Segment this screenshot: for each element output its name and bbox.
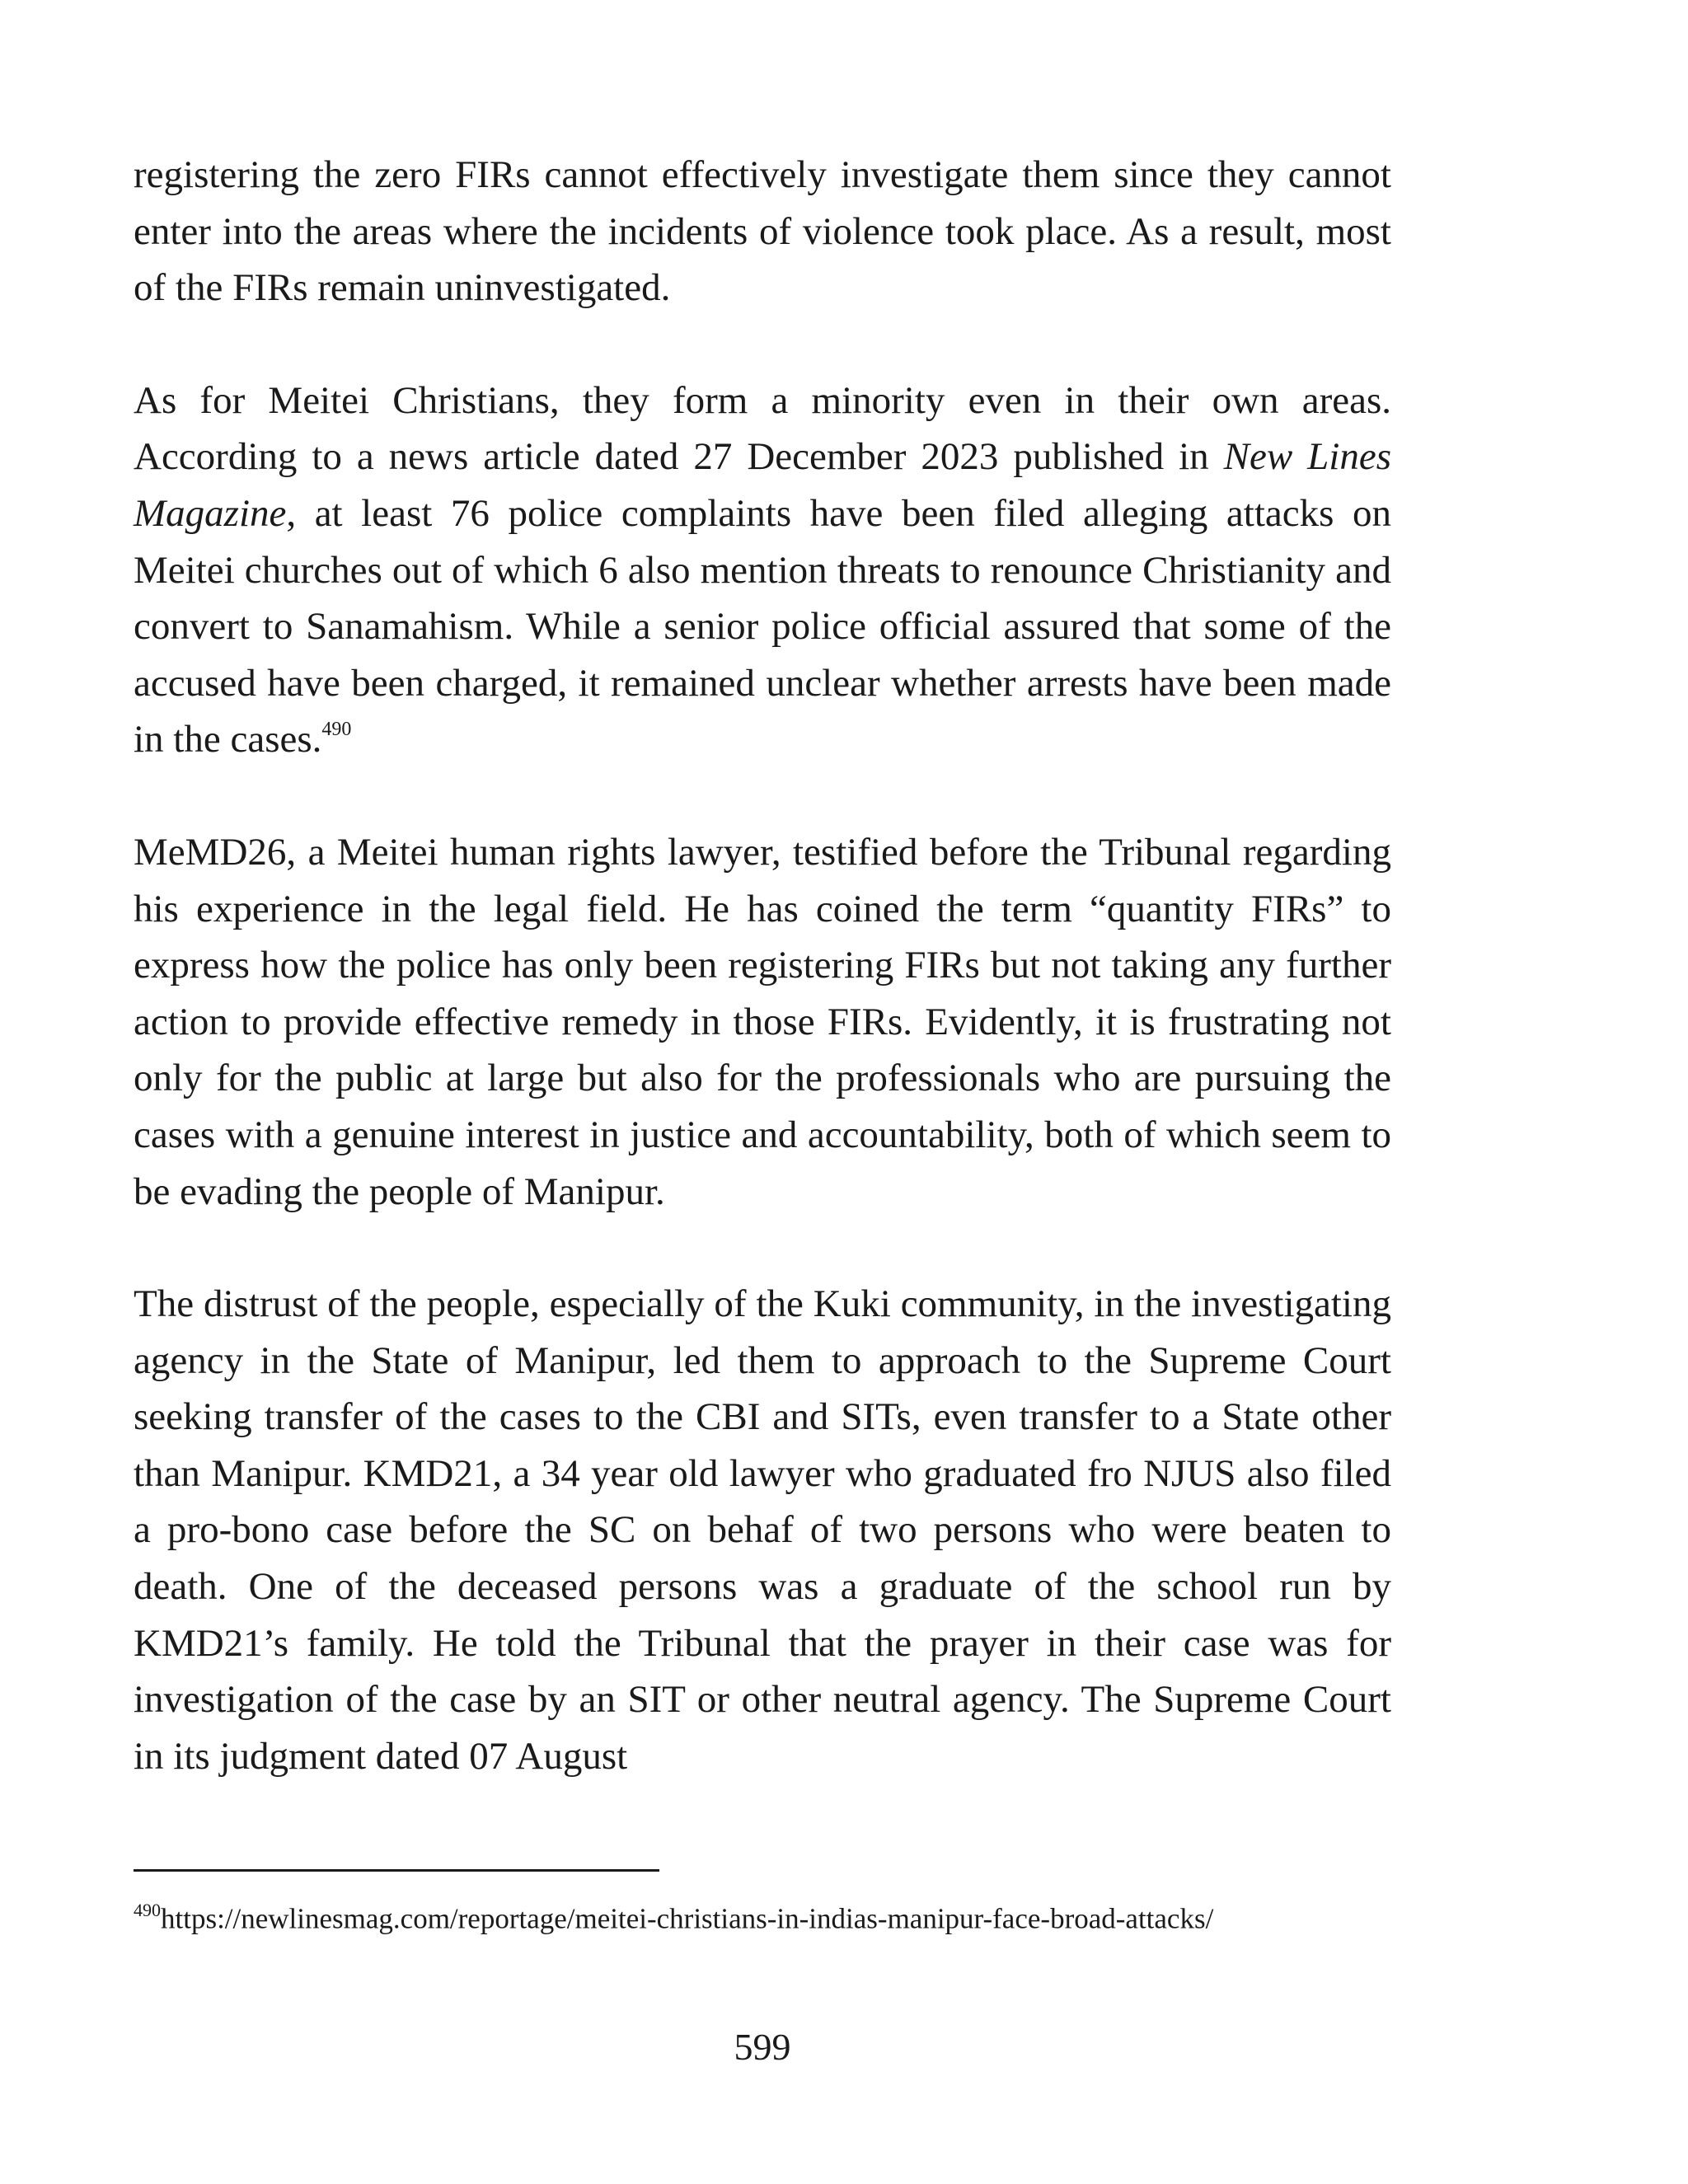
paragraph-3: MeMD26, a Meitei human rights lawyer, testified before the Tribunal regarding his experience in the legal field. He has coined the term “quantity FIRs” to express how the police has only been registering FIRs but not taking any further action to provide effective remedy in those FIRs. Evidently, it is frustrating not only for the public at large but also for the professionals who are pursuing the cases with a genuine interest in justice and accountability, both of which seem to be evading the people of Manipur.: [134, 830, 1391, 1213]
body-text: [134, 147, 1391, 1784]
paragraph-2-text-start: As for Meitei Christians, they form a minority even in their own areas. According to a news article dated 27 December 2023 published in: [134, 378, 1391, 479]
publication-title: New Lines Magazine: [134, 435, 1391, 535]
footnote-reference[interactable]: 490: [321, 718, 352, 740]
footnote-url[interactable]: https://newlinesmag.com/reportage/meitei-christians-in-indias-manipur-face-broad-attacks/: [161, 1902, 1214, 1935]
footnote: [134, 1892, 1452, 1939]
paragraph-2: [134, 373, 1391, 768]
paragraph-2-text-end: , at least 76 police complaints have been filed alleging attacks on Meitei churches out of which 6 also mention threats to renounce Christianity and convert to Sanamahism. While a senior police official assured that some of the accused have been charged, it remained unclear whether arrests have been made in the cases.: [134, 491, 1391, 762]
footnote-number: 490: [134, 1900, 161, 1920]
footnote-separator: [134, 1869, 659, 1872]
page-number: 599: [734, 2026, 791, 2068]
paragraph-4: The distrust of the people, especially of the Kuki community, in the investigating agency in the State of Manipur, led them to approach to the Supreme Court seeking transfer of the cases to the CBI and SITs, even transfer to a State other than Manipur. KMD21, a 34 year old lawyer who graduated fro NJUS also filed a pro-bono case before the SC on behaf of two persons who were beaten to death. One of the deceased persons was a graduate of the school run by KMD21’s family. He told the Tribunal that the prayer in their case was for investigation of the case by an SIT or other neutral agency. The Supreme Court in its judgment dated 07 August: [134, 1282, 1391, 1778]
paragraph-1: registering the zero FIRs cannot effectively investigate them since they cannot enter into the areas where the incidents of violence took place. As a result, most of the FIRs remain uninvestigated.: [134, 153, 1391, 310]
